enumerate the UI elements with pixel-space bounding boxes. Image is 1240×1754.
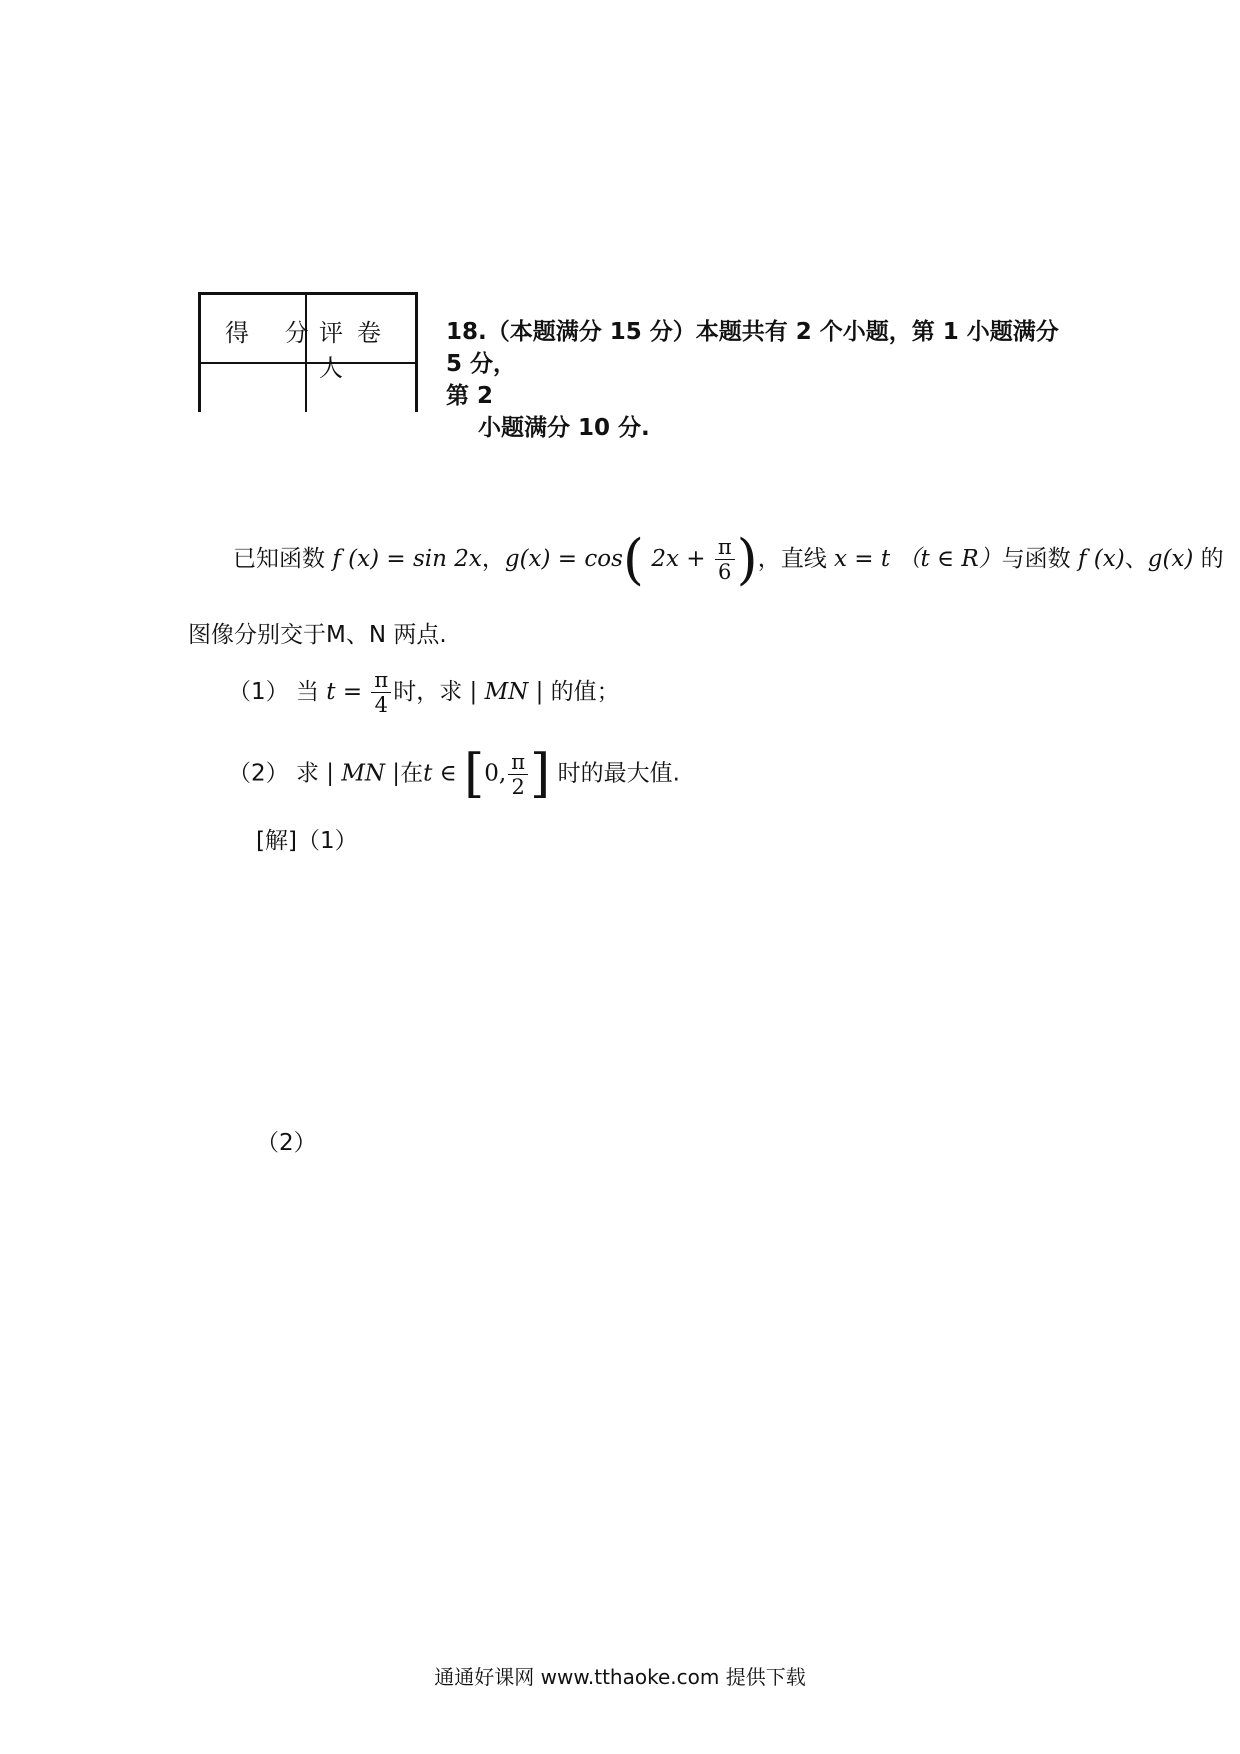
with-function: 与函数 [1001,546,1071,572]
part1-rest: 时，求 [393,679,463,705]
g-definition-start: g(x) = cos [504,546,623,572]
right-paren: ) [736,528,758,591]
part2-zero: 0, [484,760,507,787]
part1-end: 的值； [550,679,620,705]
fraction-numerator: π [371,668,391,693]
part2-t: t ∈ [423,760,457,787]
fraction-denominator: 2 [511,774,525,799]
pi-over-four [371,668,391,717]
solution-label-2: （2） [256,1130,317,1156]
pi-over-six [715,535,735,584]
left-paren: ( [622,528,644,591]
part2-ask: 求 [295,760,319,787]
comma: ， [481,546,505,572]
line-text: ，直线 [757,546,827,572]
fraction-numerator: π [715,535,735,560]
solution-label-1: [解]（1） [256,828,358,854]
question-header-line2: 第 2 [446,383,494,409]
line-equation: x = t [834,546,891,572]
f-definition: f (x) = sin 2x [332,546,482,572]
f-name: f (x) [1077,546,1125,572]
fraction-denominator: 6 [718,560,732,584]
question-header-line3: 小题满分 10 分. [478,415,650,441]
g-inner: 2x + [651,546,706,572]
fraction-denominator: 4 [374,693,388,717]
question-header [446,316,1076,444]
fraction-numerator: π [508,750,528,775]
de-char: 的 [1200,546,1224,572]
part1-mn: | MN | [469,679,544,705]
part1-label: （1） [228,679,289,705]
footer-text: 通通好课网 www.tthaoke.com 提供下载 [434,1665,806,1689]
part2-label: （2） [228,760,289,787]
question-header-line1: 18.（本题满分 15 分）本题共有 2 个小题，第 1 小题满分 5 分， [446,319,1059,377]
problem-line2: 图像分别交于M、N 两点. [188,622,447,648]
part2-in: 在 [400,760,424,787]
separator: 、 [1124,546,1148,572]
part1-t-eq: t = [326,679,363,705]
part1-when: 当 [295,679,319,705]
part1 [228,668,620,717]
problem-line1 [233,528,1224,591]
pi-over-two [508,750,528,799]
part2-end: 时的最大值. [557,760,680,787]
problem-intro: 已知函数 [233,546,325,572]
left-bracket: [ [463,744,485,804]
score-table [198,292,418,412]
score-label: 得 分 [225,319,323,347]
grader-label: 评卷人 [319,319,395,382]
g-name: g(x) [1147,546,1194,572]
t-condition: （t ∈ R） [897,546,1002,572]
part2-mn: | MN | [326,760,401,787]
part2 [228,744,680,804]
right-bracket: ] [530,744,551,804]
